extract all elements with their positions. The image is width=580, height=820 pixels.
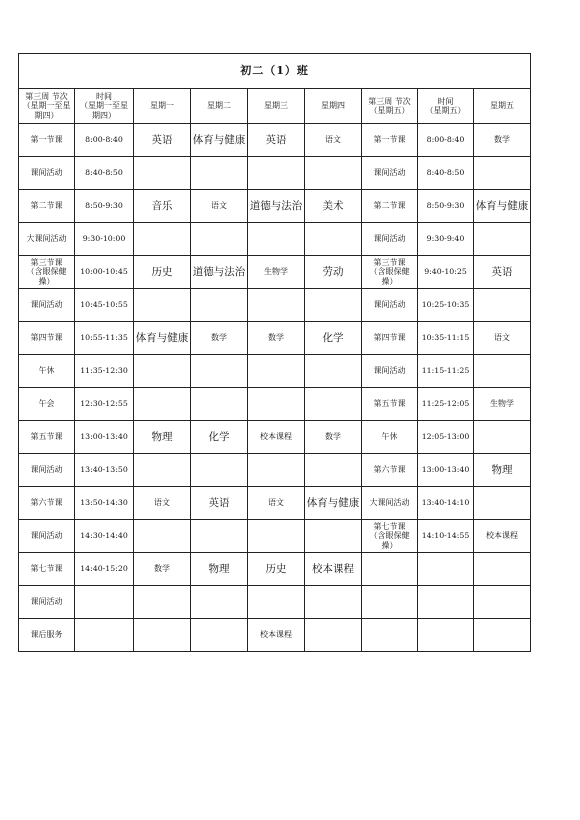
table-cell: 9:40-10:25: [418, 256, 474, 289]
table-cell: 13:50-14:30: [75, 487, 134, 520]
table-cell: 课间活动: [362, 157, 418, 190]
table-cell: 8:40-8:50: [75, 157, 134, 190]
table-cell: 课间活动: [362, 355, 418, 388]
table-cell: 音乐: [134, 190, 191, 223]
table-cell: 11:15-11:25: [418, 355, 474, 388]
table-cell: 物理: [134, 421, 191, 454]
table-cell: [474, 487, 531, 520]
table-cell: [191, 289, 248, 322]
table-cell: [134, 223, 191, 256]
table-cell: 体育与健康: [474, 190, 531, 223]
table-row: [19, 388, 531, 421]
table-cell: [474, 586, 531, 619]
table-cell: [248, 355, 305, 388]
table-cell: [134, 355, 191, 388]
table-cell: [362, 619, 418, 652]
table-row: [19, 586, 531, 619]
table-cell: 8:00-8:40: [418, 124, 474, 157]
table-cell: 课间活动: [19, 586, 75, 619]
table-row: [19, 487, 531, 520]
table-cell: [191, 619, 248, 652]
table-cell: 体育与健康: [305, 487, 362, 520]
table-cell: 第三节课 （含眼保健 操）: [362, 256, 418, 289]
table-cell: [134, 520, 191, 553]
table-cell: 10:35-11:15: [418, 322, 474, 355]
table-cell: 语文: [248, 487, 305, 520]
table-cell: 校本课程: [248, 619, 305, 652]
table-cell: 14:30-14:40: [75, 520, 134, 553]
table-cell: [191, 454, 248, 487]
table-cell: 语文: [134, 487, 191, 520]
table-cell: [362, 553, 418, 586]
table-cell: 14:10-14:55: [418, 520, 474, 553]
table-cell: 道德与法治: [248, 190, 305, 223]
table-row: [19, 421, 531, 454]
table-cell: 化学: [305, 322, 362, 355]
table-row: [19, 355, 531, 388]
table-cell: 8:50-9:30: [418, 190, 474, 223]
table-cell: [305, 223, 362, 256]
table-cell: 午休: [362, 421, 418, 454]
table-cell: [248, 586, 305, 619]
table-cell: [134, 586, 191, 619]
table-cell: 课后服务: [19, 619, 75, 652]
table-cell: [134, 388, 191, 421]
table-cell: [305, 157, 362, 190]
table-cell: 英语: [134, 124, 191, 157]
table-cell: 13:40-14:10: [418, 487, 474, 520]
table-cell: [418, 553, 474, 586]
table-cell: 生物学: [474, 388, 531, 421]
table-cell: 英语: [474, 256, 531, 289]
table-cell: [362, 586, 418, 619]
table-cell: 校本课程: [248, 421, 305, 454]
table-cell: [474, 553, 531, 586]
header-cell: 第三周 节次 （星期一至星 期四）: [19, 89, 75, 124]
table-cell: 第六节课: [19, 487, 75, 520]
table-row: [19, 289, 531, 322]
header-cell: 星期二: [191, 89, 248, 124]
header-cell: 星期一: [134, 89, 191, 124]
header-cell: 时间 （星期一至星 期四）: [75, 89, 134, 124]
table-cell: [418, 586, 474, 619]
table-cell: [75, 586, 134, 619]
table-cell: 大课间活动: [19, 223, 75, 256]
table-row: [19, 124, 531, 157]
table-cell: 数学: [474, 124, 531, 157]
table-cell: [134, 289, 191, 322]
table-cell: 第一节课: [19, 124, 75, 157]
table-cell: 课间活动: [362, 223, 418, 256]
table-cell: 大课间活动: [362, 487, 418, 520]
header-cell: 时间 （星期五）: [418, 89, 474, 124]
timetable-title: 初二（1）班: [19, 54, 531, 89]
table-cell: [134, 157, 191, 190]
table-cell: [248, 520, 305, 553]
table-cell: 第四节课: [19, 322, 75, 355]
table-cell: 课间活动: [19, 157, 75, 190]
table-cell: 第五节课: [362, 388, 418, 421]
table-cell: 第七节课: [19, 553, 75, 586]
table-cell: 10:00-10:45: [75, 256, 134, 289]
timetable: [18, 53, 531, 652]
table-cell: 美术: [305, 190, 362, 223]
table-cell: 14:40-15:20: [75, 553, 134, 586]
table-cell: [191, 355, 248, 388]
table-cell: 11:35-12:30: [75, 355, 134, 388]
table-row: [19, 256, 531, 289]
table-cell: 物理: [191, 553, 248, 586]
table-cell: [474, 619, 531, 652]
table-cell: 第六节课: [362, 454, 418, 487]
table-row: [19, 190, 531, 223]
table-cell: [75, 619, 134, 652]
table-cell: 历史: [248, 553, 305, 586]
table-cell: [474, 223, 531, 256]
table-cell: [248, 157, 305, 190]
table-cell: 校本课程: [305, 553, 362, 586]
table-cell: 课间活动: [19, 289, 75, 322]
table-row: [19, 322, 531, 355]
table-row: [19, 157, 531, 190]
table-cell: [474, 289, 531, 322]
table-cell: 12:30-12:55: [75, 388, 134, 421]
table-cell: [191, 388, 248, 421]
table-cell: 10:55-11:35: [75, 322, 134, 355]
table-cell: [474, 355, 531, 388]
header-cell: 星期五: [474, 89, 531, 124]
table-cell: [191, 223, 248, 256]
table-cell: [191, 586, 248, 619]
table-cell: [191, 520, 248, 553]
table-cell: [474, 421, 531, 454]
table-cell: 英语: [191, 487, 248, 520]
table-cell: 物理: [474, 454, 531, 487]
table-cell: 第四节课: [362, 322, 418, 355]
table-row: [19, 553, 531, 586]
table-row: [19, 223, 531, 256]
table-cell: 第五节课: [19, 421, 75, 454]
table-row: [19, 619, 531, 652]
table-cell: 13:40-13:50: [75, 454, 134, 487]
table-cell: 数学: [191, 322, 248, 355]
table-cell: 语文: [305, 124, 362, 157]
table-cell: 第七节课 （含眼保健 操）: [362, 520, 418, 553]
table-cell: 9:30-10:00: [75, 223, 134, 256]
table-cell: 8:00-8:40: [75, 124, 134, 157]
table-cell: 道德与法治: [191, 256, 248, 289]
table-cell: 体育与健康: [134, 322, 191, 355]
table-cell: 13:00-13:40: [418, 454, 474, 487]
table-cell: 9:30-9:40: [418, 223, 474, 256]
table-cell: 13:00-13:40: [75, 421, 134, 454]
table-cell: 数学: [305, 421, 362, 454]
table-cell: [305, 355, 362, 388]
table-cell: 第二节课: [19, 190, 75, 223]
table-cell: 8:50-9:30: [75, 190, 134, 223]
header-cell: 星期三: [248, 89, 305, 124]
table-cell: 数学: [248, 322, 305, 355]
table-cell: [418, 619, 474, 652]
table-cell: [305, 388, 362, 421]
header-cell: 星期四: [305, 89, 362, 124]
table-cell: [248, 223, 305, 256]
table-cell: [248, 454, 305, 487]
table-cell: [248, 289, 305, 322]
table-cell: 劳动: [305, 256, 362, 289]
table-cell: 生物学: [248, 256, 305, 289]
table-cell: 第二节课: [362, 190, 418, 223]
table-cell: [305, 454, 362, 487]
table-cell: 课间活动: [19, 520, 75, 553]
table-cell: 10:45-10:55: [75, 289, 134, 322]
table-cell: 校本课程: [474, 520, 531, 553]
table-cell: 11:25-12:05: [418, 388, 474, 421]
table-cell: 8:40-8:50: [418, 157, 474, 190]
table-cell: 午会: [19, 388, 75, 421]
table-row: [19, 520, 531, 553]
table-cell: [305, 619, 362, 652]
table-cell: 第一节课: [362, 124, 418, 157]
table-cell: [134, 454, 191, 487]
table-cell: [191, 157, 248, 190]
header-row: [19, 89, 531, 124]
table-cell: [248, 388, 305, 421]
table-cell: 课间活动: [19, 454, 75, 487]
table-cell: 化学: [191, 421, 248, 454]
table-cell: 体育与健康: [191, 124, 248, 157]
header-cell: 第三周 节次 （星期五）: [362, 89, 418, 124]
table-cell: [305, 520, 362, 553]
table-cell: [305, 289, 362, 322]
table-cell: 第三节课 （含眼保健 操）: [19, 256, 75, 289]
table-cell: [134, 619, 191, 652]
table-cell: 10:25-10:35: [418, 289, 474, 322]
table-cell: 数学: [134, 553, 191, 586]
table-cell: [305, 586, 362, 619]
table-cell: 历史: [134, 256, 191, 289]
table-cell: 语文: [191, 190, 248, 223]
table-cell: 课间活动: [362, 289, 418, 322]
table-row: [19, 454, 531, 487]
table-cell: 英语: [248, 124, 305, 157]
table-cell: 午休: [19, 355, 75, 388]
table-cell: 语文: [474, 322, 531, 355]
table-cell: [474, 157, 531, 190]
table-cell: 12:05-13:00: [418, 421, 474, 454]
